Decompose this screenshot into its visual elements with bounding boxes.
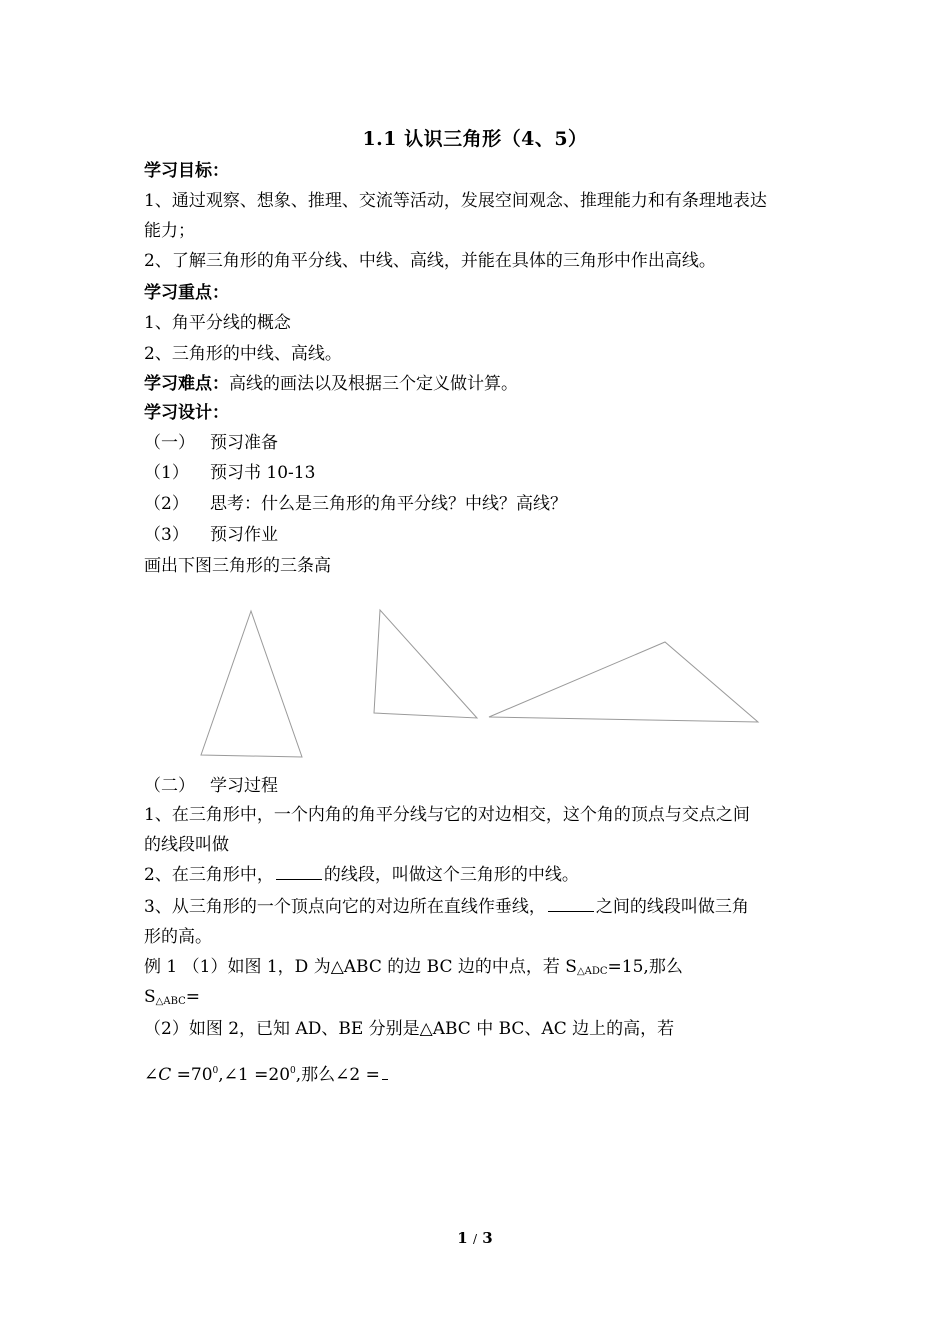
process-item-3-line2: 形的高。 <box>144 927 212 947</box>
process-item-3-end: 之间的线段叫做三角 <box>595 897 749 917</box>
objectives-heading: 学习目标： <box>144 161 229 181</box>
process-item-2-end: 的线段，叫做这个三角形的中线。 <box>323 865 579 885</box>
preview-task: 画出下图三角形的三条高 <box>144 556 331 576</box>
difficulty-heading: 学习难点： <box>144 374 229 394</box>
process-section-heading <box>144 775 278 797</box>
process-item-2-start: 2、在三角形中， <box>144 865 274 885</box>
formula-part: =70 <box>171 1065 213 1085</box>
document-title: 1.1 认识三角形（4、5） <box>362 128 588 150</box>
example-part1-tail: =15,那么 <box>607 957 683 977</box>
example-part1-text: （1）如图 1，D 为△ABC 的边 BC 边的中点，若 S <box>182 957 577 977</box>
objective-1-line2: 能力； <box>144 221 195 241</box>
preview-section-label: 预习准备 <box>210 433 278 453</box>
fill-blank <box>382 1061 388 1080</box>
process-item-1-line2: 的线段叫做 <box>144 835 229 855</box>
process-item-3-line1 <box>144 896 749 918</box>
degree-superscript: 0 <box>212 1066 219 1076</box>
triangle-obtuse <box>489 642 758 722</box>
preview-step-num: （1） <box>144 463 189 483</box>
angle-symbol: ∠ <box>144 1065 159 1085</box>
current-page: 1 <box>457 1229 468 1247</box>
preview-step-num: （2） <box>144 494 189 514</box>
page-number <box>0 1229 950 1247</box>
key-point-2: 2、三角形的中线、高线。 <box>144 344 342 364</box>
example-part1-line2 <box>144 986 200 1013</box>
area-subscript: △ADC <box>576 966 608 977</box>
example-part2: （2）如图 2，已知 AD、BE 分别是△ABC 中 BC、AC 边上的高，若 <box>144 1019 675 1039</box>
area-subscript: △ABC <box>155 996 186 1007</box>
formula-part: ,∠1 =20 <box>218 1065 291 1085</box>
triangle-right <box>374 610 477 718</box>
process-section-num: （二） <box>144 776 195 796</box>
process-item-2 <box>144 864 579 886</box>
preview-section-num: （一） <box>144 433 195 453</box>
triangle-acute <box>201 611 302 757</box>
objective-1-line1: 1、通过观察、想象、推理、交流等活动，发展空间观念、推理能力和有条理地表达 <box>144 191 767 211</box>
key-point-1: 1、角平分线的概念 <box>144 313 291 333</box>
key-points-heading: 学习重点： <box>144 283 229 303</box>
fill-blank <box>276 865 322 880</box>
page-separator: / <box>472 1232 478 1246</box>
total-pages: 3 <box>482 1229 493 1247</box>
preview-step-text: 预习书 10-13 <box>210 463 316 483</box>
equals-sign: = <box>185 987 201 1007</box>
area-symbol: S <box>144 987 156 1007</box>
example-part1 <box>144 956 683 983</box>
angle-variable: C <box>158 1065 172 1085</box>
preview-step-num: （3） <box>144 525 189 545</box>
process-item-3-start: 3、从三角形的一个顶点向它的对边所在直线作垂线， <box>144 897 546 917</box>
fill-blank <box>548 897 594 912</box>
formula-part: ,那么∠2 = <box>295 1065 380 1085</box>
design-heading: 学习设计： <box>144 403 229 423</box>
preview-step-text: 思考：什么是三角形的角平分线？中线？高线？ <box>210 494 567 514</box>
objective-2: 2、了解三角形的角平分线、中线、高线，并能在具体的三角形中作出高线。 <box>144 251 716 271</box>
process-item-1-line1: 1、在三角形中，一个内角的角平分线与它的对边相交，这个角的顶点与交点之间 <box>144 805 750 825</box>
process-section-label: 学习过程 <box>210 776 278 796</box>
example-label: 例 1 <box>144 957 178 977</box>
difficulty-text: 高线的画法以及根据三个定义做计算。 <box>229 374 518 394</box>
example-formula <box>144 1060 390 1086</box>
preview-step-text: 预习作业 <box>210 525 278 545</box>
degree-superscript: 0 <box>290 1066 296 1076</box>
